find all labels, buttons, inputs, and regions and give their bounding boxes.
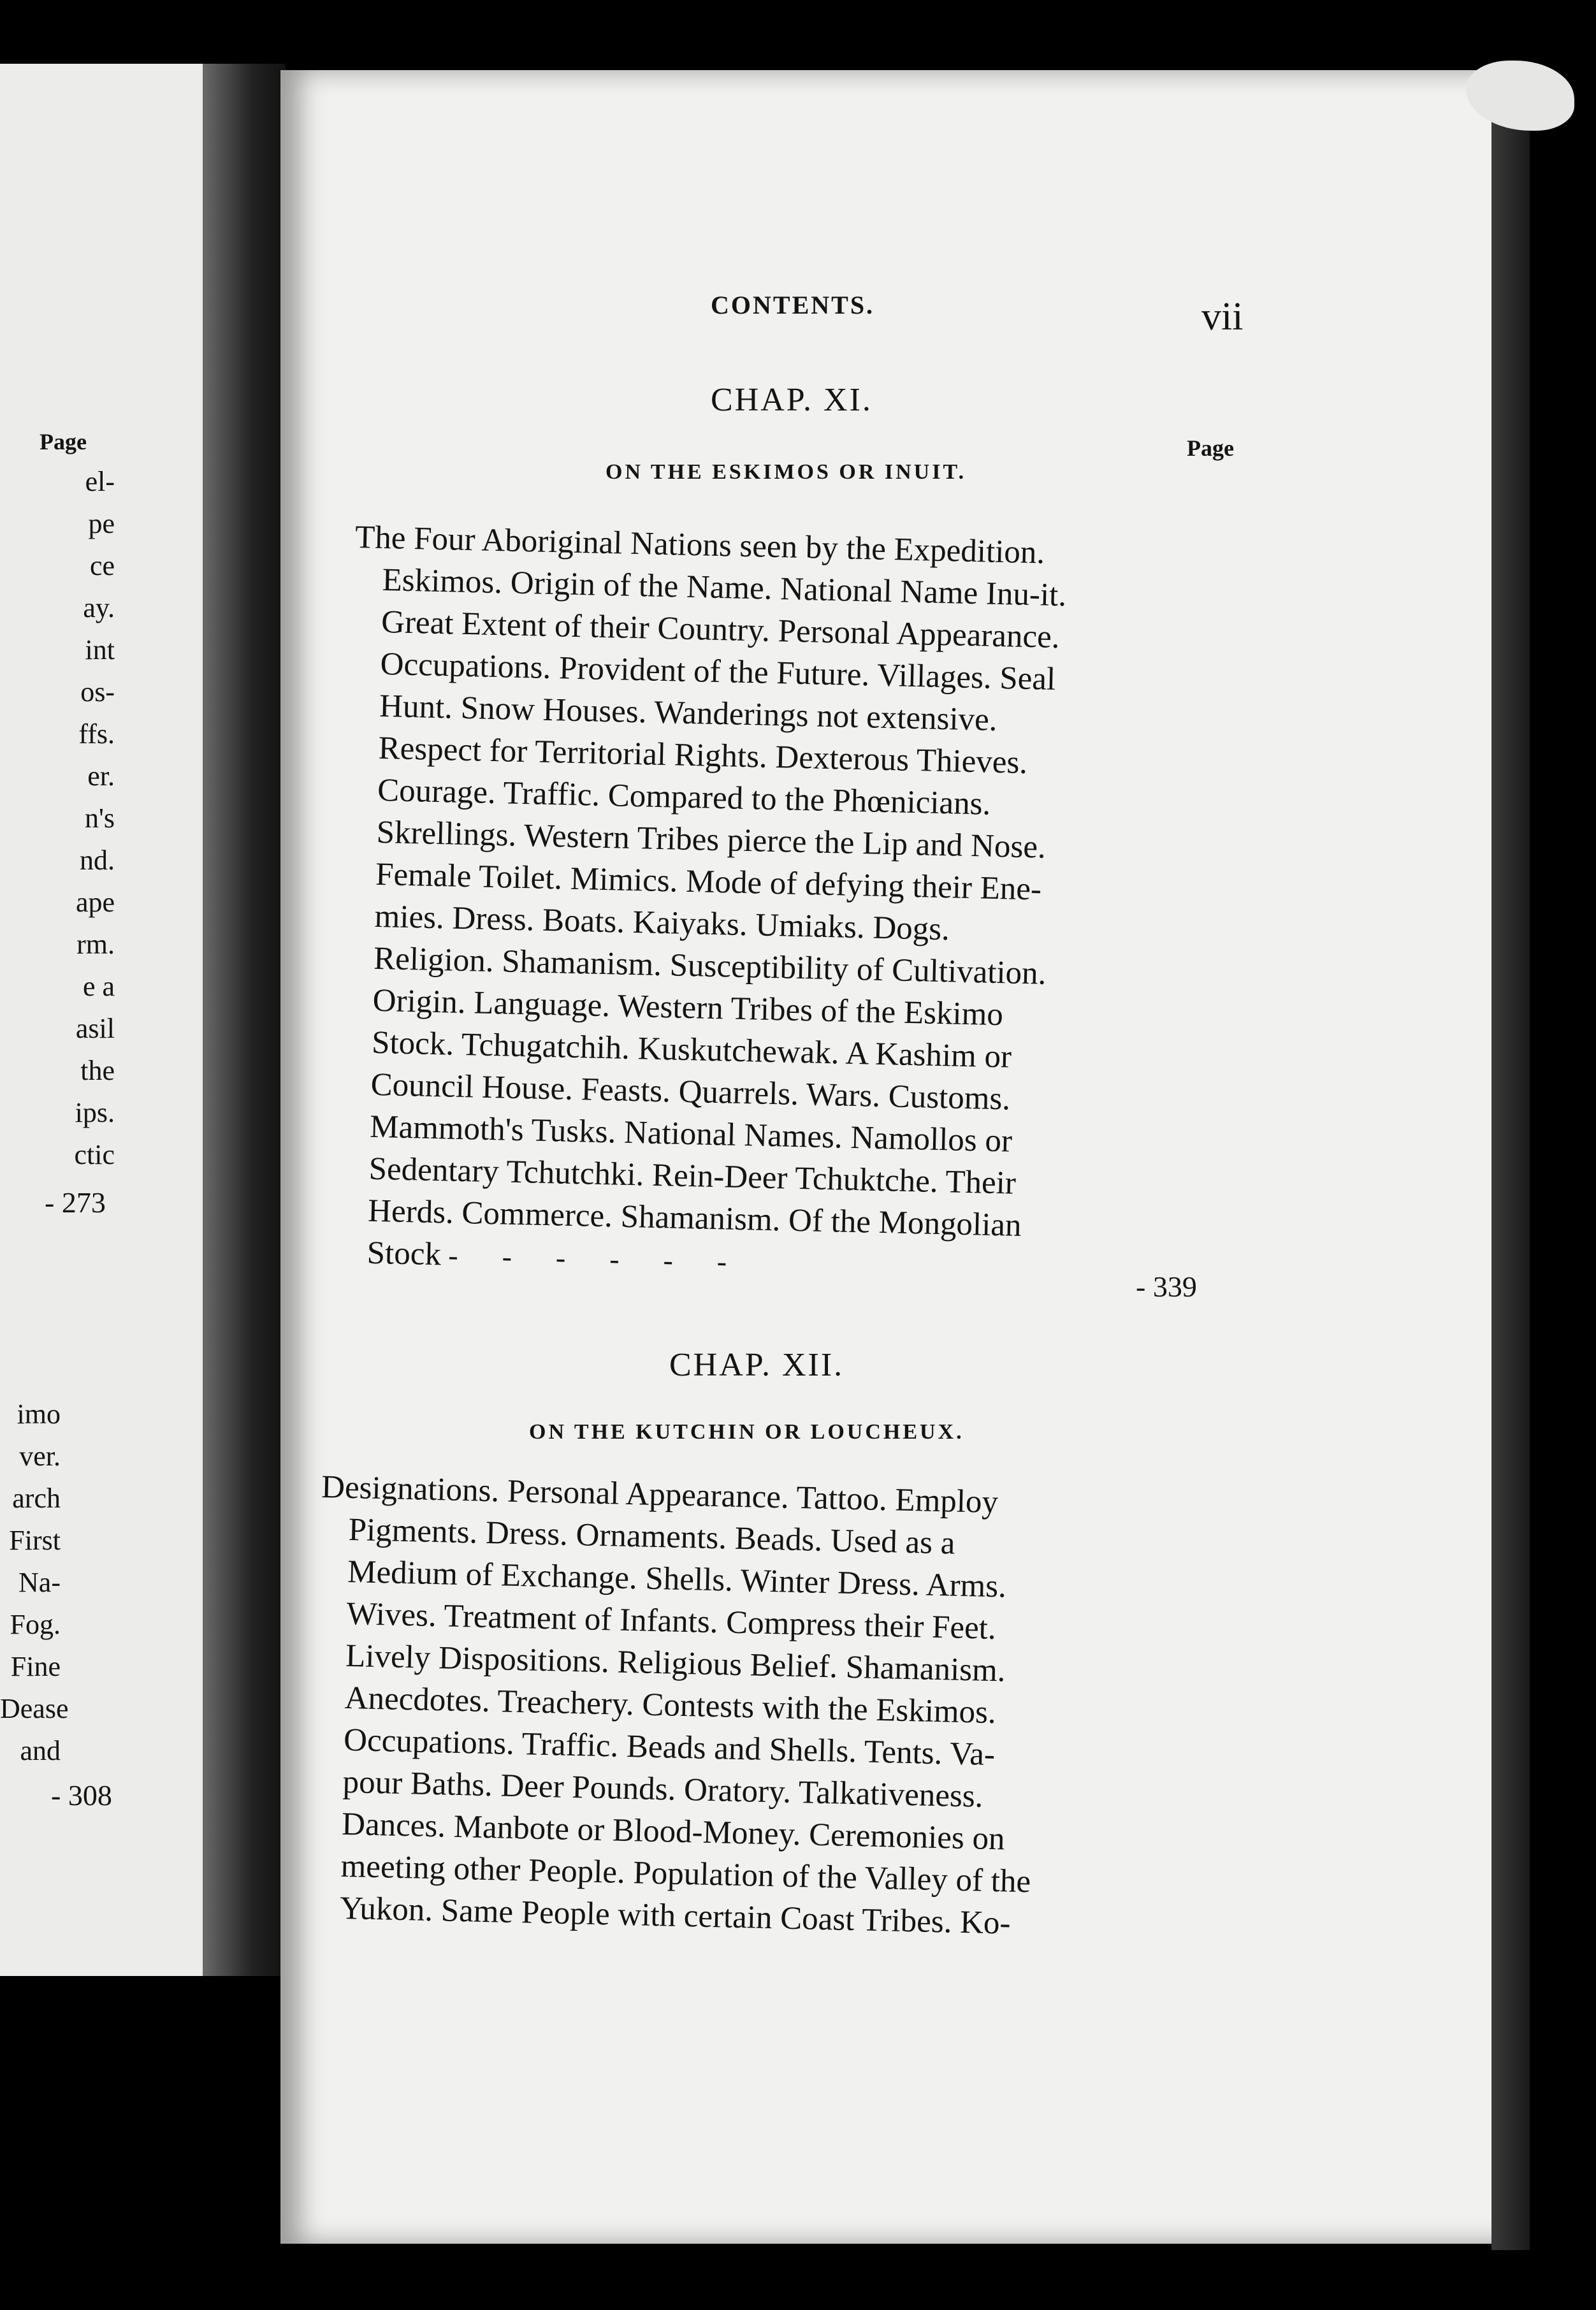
page-edges	[1491, 115, 1530, 2250]
left-page-fragments-1	[0, 460, 115, 1175]
left-fragment: n's	[84, 803, 115, 834]
summary-line: Hunt. Snow Houses. Wanderings not extensive.	[379, 688, 998, 738]
summary-line: Anecdotes. Treachery. Contests with the Eskimos.	[344, 1680, 997, 1731]
page-column-label: Page	[1187, 435, 1234, 461]
running-head: CONTENTS.	[711, 291, 875, 319]
left-fragment: ffs.	[78, 718, 115, 750]
summary-line: Medium of Exchange. Shells. Winter Dress. Arms.	[347, 1553, 1007, 1605]
summary-line: The Four Aboriginal Nations seen by the Expedition.	[354, 519, 1045, 571]
book-gutter	[203, 64, 286, 1976]
summary-line: Occupations. Traffic. Beads and Shells. Tents. Va-	[343, 1722, 996, 1773]
left-page-fragments-2	[0, 1393, 69, 1771]
left-fragment: Fine	[10, 1651, 61, 1682]
summary-line: Herds. Commerce. Shamanism. Of the Mongolian	[367, 1193, 1022, 1244]
summary-line: Lively Dispositions. Religious Belief. Shamanism.	[345, 1638, 1006, 1689]
left-fragment: Na-	[18, 1567, 61, 1598]
left-page-label: Page	[40, 429, 87, 454]
chapter-xi-page-number: - 339	[1136, 1270, 1197, 1303]
summary-line: Designations. Personal Appearance. Tattoo. Employ	[321, 1469, 999, 1521]
left-fragment: pe	[88, 508, 115, 539]
summary-line: Skrellings. Western Tribes pierce the Lip and Nose.	[376, 814, 1047, 866]
dot-leader: - - - - - -	[440, 1239, 764, 1279]
left-fragment: ay.	[83, 592, 115, 623]
summary-line: Wives. Treatment of Infants. Compress their Feet.	[346, 1595, 997, 1647]
summary-line: Eskimos. Origin of the Name. National Name Inu-it.	[382, 562, 1067, 614]
left-fragment: imo	[17, 1398, 61, 1430]
left-fragment: and	[20, 1735, 61, 1766]
left-fragment: ce	[89, 550, 115, 581]
left-page-number-2: - 308	[51, 1779, 112, 1812]
left-fragment: Dease	[0, 1693, 69, 1724]
summary-line: Religion. Shamanism. Susceptibility of Cultivation.	[373, 940, 1047, 992]
summary-line: Pigments. Dress. Ornaments. Beads. Used as a	[348, 1511, 955, 1562]
summary-line: mies. Dress. Boats. Kaiyaks. Umiaks. Dogs.	[374, 898, 950, 948]
left-fragment: First	[9, 1525, 61, 1556]
left-fragment: arch	[12, 1483, 61, 1514]
chapter-title: CHAP. XII.	[669, 1347, 845, 1383]
summary-line: Council House. Feasts. Quarrels. Wars. Customs.	[370, 1066, 1011, 1117]
left-fragment: ips.	[75, 1097, 115, 1128]
chapter-subtitle: ON THE KUTCHIN OR LOUCHEUX.	[529, 1420, 964, 1444]
summary-line: Mammoth's Tusks. National Names. Namollos or	[369, 1108, 1013, 1159]
left-fragment: ver.	[19, 1441, 61, 1472]
chapter-subtitle: ON THE ESKIMOS OR INUIT.	[606, 460, 967, 484]
summary-line: Courage. Traffic. Compared to the Phœnicians.	[377, 772, 991, 822]
left-fragment: rm.	[76, 929, 115, 960]
left-fragment: the	[80, 1055, 115, 1086]
last-line-text: Stock	[366, 1235, 442, 1273]
left-fragment: Fog.	[10, 1609, 61, 1640]
summary-line: Great Extent of their Country. Personal Appearance.	[381, 604, 1061, 656]
chapter-title: CHAP. XI.	[711, 382, 873, 418]
summary-line: Origin. Language. Western Tribes of the Eskimo	[372, 982, 1004, 1033]
chapter-xii-summary	[312, 1466, 1150, 1947]
left-page-number-1: - 273	[45, 1186, 106, 1219]
summary-line: Female Toilet. Mimics. Mode of defying their Ene-	[375, 856, 1042, 908]
left-fragment: e a	[82, 971, 115, 1002]
summary-line: meeting other People. Population of the Valley of the	[340, 1848, 1031, 1900]
left-fragment: os-	[80, 676, 115, 708]
left-fragment: nd.	[80, 845, 115, 876]
left-fragment: er.	[87, 760, 115, 792]
left-fragment: ctic	[74, 1139, 115, 1170]
summary-line: Occupations. Provident of the Future. Villages. Seal	[380, 646, 1056, 697]
summary-line: Sedentary Tchutchki. Rein-Deer Tchuktche. Their	[368, 1151, 1017, 1202]
chapter-xi-summary	[338, 516, 1178, 1292]
left-fragment: ape	[75, 887, 115, 918]
left-fragment: int	[85, 634, 115, 665]
summary-line: Dances. Manbote or Blood-Money. Ceremonies on	[341, 1806, 1006, 1857]
page-folio: vii	[1201, 295, 1244, 338]
summary-line: Stock. Tchugatchih. Kuskutchewak. A Kashim or	[371, 1024, 1012, 1075]
summary-line: Yukon. Same People with certain Coast Tribes. Ko-	[339, 1890, 1012, 1942]
summary-line: pour Baths. Deer Pounds. Oratory. Talkativeness.	[342, 1764, 984, 1815]
left-fragment: asil	[75, 1013, 115, 1044]
left-fragment: el-	[85, 466, 115, 497]
summary-line: Respect for Territorial Rights. Dexterous Thieves.	[378, 730, 1028, 781]
